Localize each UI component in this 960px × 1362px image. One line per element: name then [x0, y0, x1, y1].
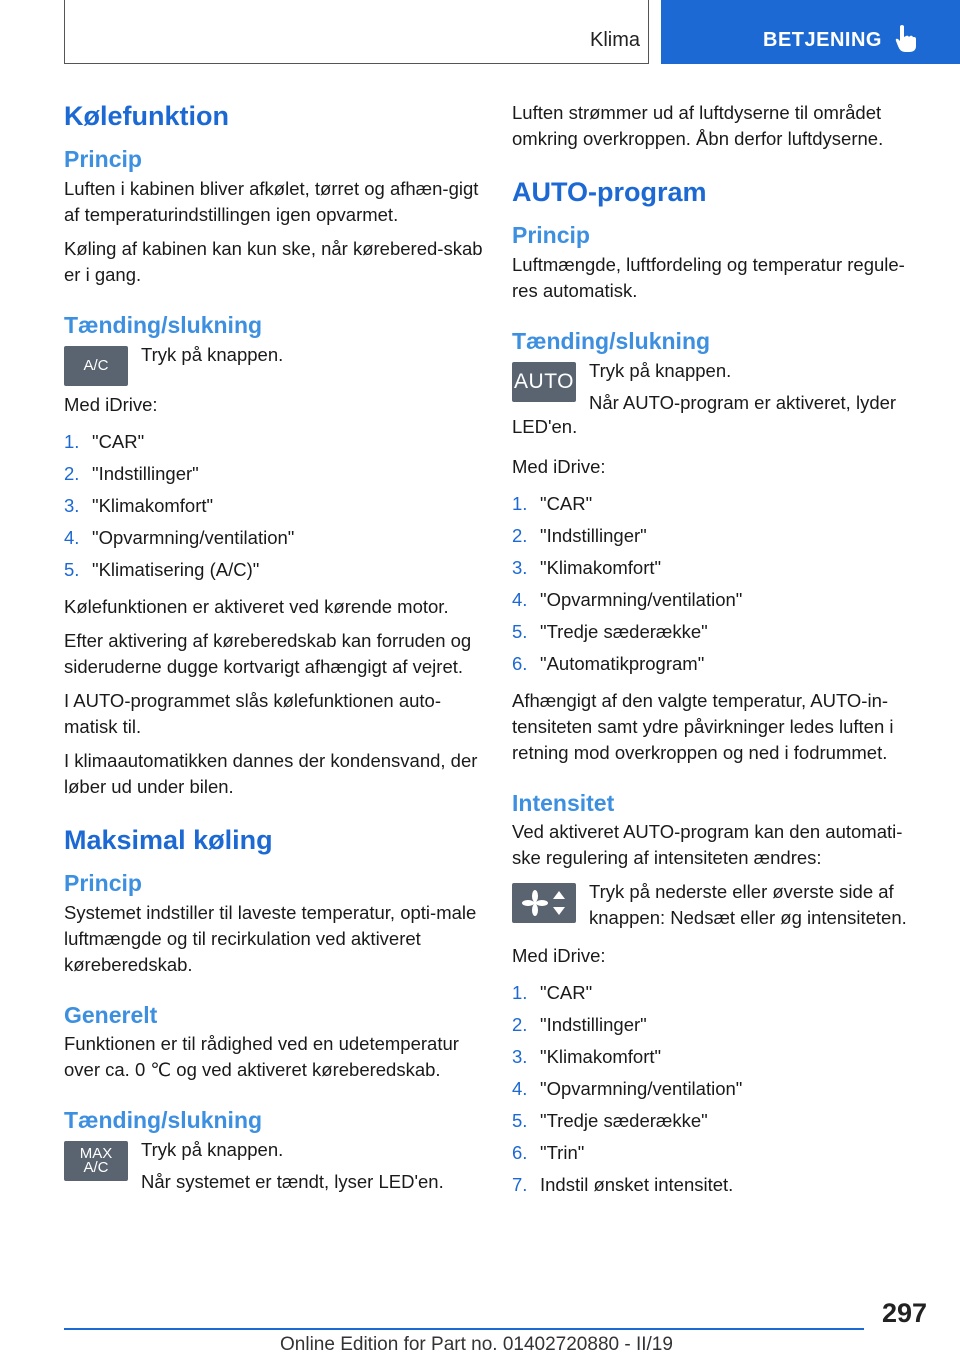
paragraph: I klimaautomatikken dannes der kondensvand, der løber ud under bilen.: [64, 749, 478, 797]
auto-button-row: [512, 358, 927, 416]
paragraph: LED'en.: [512, 415, 578, 437]
max-ac-button-row: [64, 1137, 484, 1195]
paragraph: Når AUTO-program er aktiveret, lyder: [589, 391, 897, 413]
list-item: 1. "CAR": [512, 982, 593, 1004]
list-item: 4. "Opvarmning/ventilation": [512, 1078, 743, 1100]
heading-on-off: Tænding/slukning: [64, 311, 263, 338]
max-button-line1: MAX: [79, 1144, 113, 1162]
list-item: 6. "Trin": [512, 1142, 585, 1164]
auto-button-image: [512, 362, 576, 402]
paragraph: Luften i kabinen bliver afkølet, tørret og afhæn-gigt af temperaturindstillingen igen opvarmet.: [64, 177, 479, 225]
header-chapter-title: BETJENING: [763, 29, 882, 51]
paragraph: Efter aktivering af køreberedskab kan forruden og sideruderne dugge kortvarigt afhængigt af vejret.: [64, 629, 472, 677]
heading-cooling: Kølefunktion: [64, 101, 229, 131]
paragraph: Kølefunktionen er aktiveret ved kørende motor.: [64, 595, 449, 617]
idrive-label: Med iDrive:: [512, 945, 606, 967]
list-item: 4. "Opvarmning/ventilation": [64, 526, 295, 548]
left-column: [64, 100, 484, 1201]
list-item: 7. Indstil ønsket intensitet.: [512, 1174, 734, 1196]
paragraph: Funktionen er til rådighed ved en udetemperatur over ca. 0 ℃ og ved aktiveret køreberedskab.: [64, 1033, 459, 1081]
right-column: [512, 100, 927, 1209]
heading-principle: Princip: [64, 146, 142, 173]
ac-button-label: A/C: [83, 356, 109, 374]
max-button-line2: A/C: [83, 1158, 109, 1176]
idrive-label: Med iDrive:: [64, 393, 158, 415]
footer-edition: Online Edition for Part no. 01402720880 - II/19: [280, 1334, 673, 1355]
list-item: 5. "Klimatisering (A/C)": [64, 558, 260, 580]
paragraph: Luften strømmer ud af luftdyserne til området omkring overkroppen. Åbn derfor luftdyserne.: [512, 102, 884, 149]
idrive-steps-list: [64, 426, 484, 586]
fan-button-row: [512, 879, 927, 931]
heading-on-off: Tænding/slukning: [512, 327, 711, 354]
list-item: 1. "CAR": [512, 492, 593, 514]
paragraph: Luftmængde, luftfordeling og temperatur regule-res automatisk.: [512, 253, 905, 301]
paragraph: Ved aktiveret AUTO-program kan den automati-ske regulering af intensiteten ændres:: [512, 821, 903, 869]
fan-intensity-button-image: [512, 883, 576, 923]
paragraph: Tryk på knappen.: [589, 359, 732, 381]
paragraph: Tryk på nederste eller øverste side af knappen: Nedsæt eller øg intensiteten.: [589, 881, 907, 929]
header-chapter-tab: [661, 0, 960, 64]
list-item: 4. "Opvarmning/ventilation": [512, 588, 743, 610]
hand-pointer-icon: [893, 24, 919, 54]
paragraph: Køling af kabinen kan kun ske, når kørebered-skab er i gang.: [64, 237, 483, 285]
ac-button-row: [64, 342, 484, 386]
auto-button-label: AUTO: [514, 369, 574, 393]
list-item: 3. "Klimakomfort": [512, 556, 662, 578]
fan-icon: [515, 885, 573, 921]
list-item: 2. "Indstillinger": [512, 1014, 647, 1036]
header-section-title: Klima: [589, 29, 640, 51]
heading-intensity: Intensitet: [512, 789, 615, 816]
ac-button-image: [64, 346, 128, 386]
idrive-label: Med iDrive:: [512, 455, 606, 477]
heading-on-off: Tænding/slukning: [64, 1107, 263, 1134]
list-item: 6. "Automatikprogram": [512, 652, 705, 674]
list-item: 2. "Indstillinger": [64, 462, 199, 484]
heading-auto-program: AUTO-program: [512, 177, 707, 207]
page-number: 297: [881, 1298, 927, 1328]
idrive-steps-list: [512, 488, 927, 680]
paragraph: Tryk på knappen.: [141, 343, 284, 365]
list-item: 5. "Tredje sæderække": [512, 620, 708, 642]
heading-max-cooling: Maksimal køling: [64, 824, 273, 855]
footer-divider: [64, 1328, 864, 1330]
max-ac-button-image: [64, 1141, 128, 1181]
paragraph: I AUTO-programmet slås kølefunktionen auto-matisk til.: [64, 689, 442, 737]
list-item: 3. "Klimakomfort": [64, 494, 214, 516]
paragraph: Afhængigt af den valgte temperatur, AUTO-in-tensiteten samt ydre påvirkninger ledes luften i retning mod overkroppen og ned i fodrummet.: [512, 689, 894, 763]
header-section-box: [64, 0, 649, 64]
paragraph: Når systemet er tændt, lyser LED'en.: [141, 1170, 444, 1192]
list-item: 1. "CAR": [64, 430, 145, 452]
list-item: 5. "Tredje sæderække": [512, 1110, 708, 1132]
list-item: 2. "Indstillinger": [512, 524, 647, 546]
idrive-steps-list: [512, 977, 927, 1201]
paragraph: Systemet indstiller til laveste temperatur, opti-male luftmængde og til recirkulation ved aktiveret køreberedskab.: [64, 901, 477, 975]
heading-principle: Princip: [512, 222, 590, 249]
paragraph: Tryk på knappen.: [141, 1138, 284, 1160]
heading-general: Generelt: [64, 1001, 158, 1028]
list-item: 3. "Klimakomfort": [512, 1046, 662, 1068]
heading-principle: Princip: [64, 869, 142, 896]
